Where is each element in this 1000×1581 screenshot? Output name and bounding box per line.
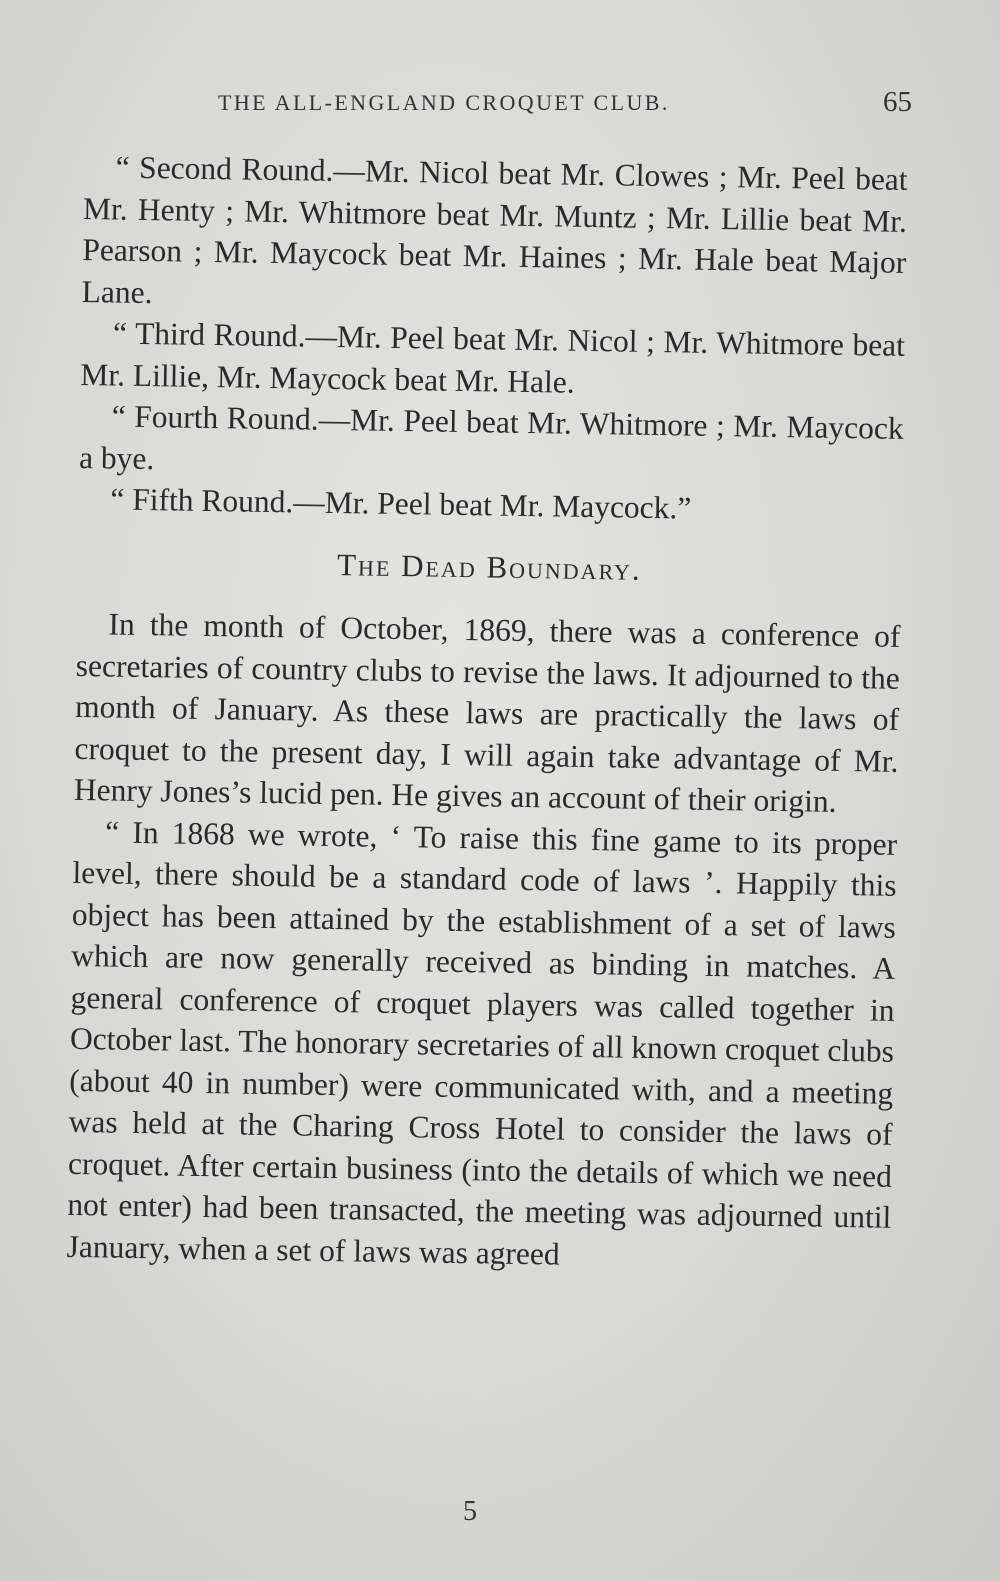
paragraph-fifth-round: “ Fifth Round.—Mr. Peel beat Mr. Maycock.” [110, 481, 692, 526]
running-head [90, 86, 920, 126]
paragraph-fourth-round: “ Fourth Round.—Mr. Peel beat Mr. Whitmore ; Mr. Maycock a bye. [78, 398, 904, 476]
page-number: 65 [883, 86, 912, 118]
signature-mark-text: 5 [463, 1496, 477, 1527]
paragraph-conference: In the month of October, 1869, there was a conference of secretaries of country clubs to revise the laws. It adjourned to the month of January. As these laws are practically the laws of croquet to the present day, I will again take advantage of Mr. Henry Jones’s lucid pen. He gives an account of their origin. [73, 606, 901, 819]
running-title: THE ALL-ENGLAND CROQUET CLUB. [218, 90, 670, 115]
body-text [66, 146, 908, 1280]
paragraph-second-round: “ Second Round.—Mr. Nicol beat Mr. Clowes ; Mr. Peel beat Mr. Henty ; Mr. Whitmore beat Mr. Muntz ; Mr. Lillie beat Mr. Pearson ; Mr. Maycock beat Mr. Haines ; Mr. Hale beat Major Lane. [81, 149, 908, 310]
signature-mark [0, 1496, 1000, 1528]
section-heading: The Dead Boundary. [336, 546, 642, 587]
paragraph-third-round: “ Third Round.—Mr. Peel beat Mr. Nicol ; Mr. Whitmore beat Mr. Lillie, Mr. Maycock beat Mr. Hale. [80, 315, 906, 400]
paragraph-quotation: “ In 1868 we wrote, ‘ To raise this fine game to its proper level, there should be a standard code of laws ’. Happily this object has been attained by the establishment of a set of laws which are now generally received as binding in matches. A general conference of croquet players was called together in October last. The honorary secretaries of all known croquet clubs (about 40 in number) were communicated with, and a meeting was held at the Charing Cross Hotel to consider the laws of croquet. After certain business (into the details of which we need not enter) had been transacted, the meeting was adjourned until January, when a set of laws was agreed [66, 813, 898, 1272]
